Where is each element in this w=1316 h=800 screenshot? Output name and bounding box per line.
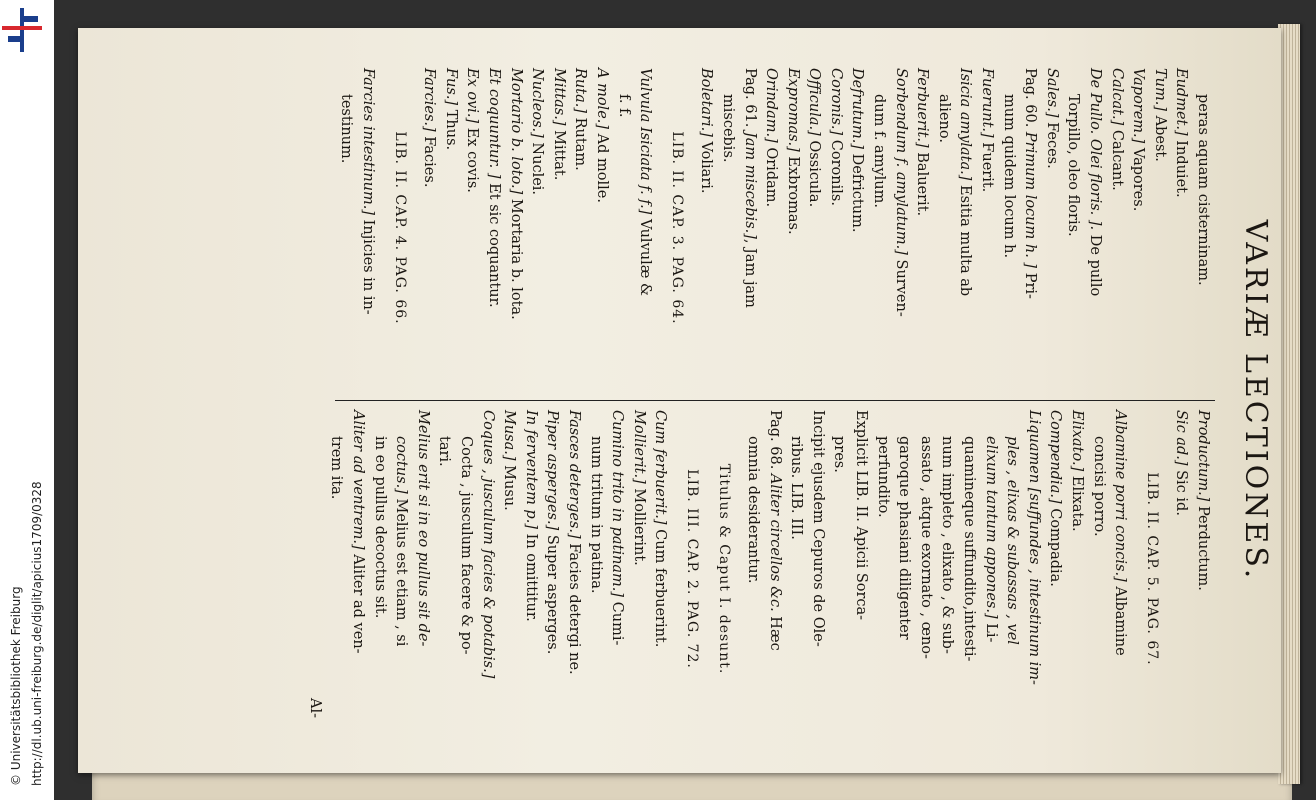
lemma: ples , elixas & subassas , vel: [1004, 436, 1021, 645]
text-line: [606, 410, 628, 728]
lemma: Tum.]: [1151, 68, 1168, 112]
reading: Facies.: [421, 131, 438, 188]
text-line: [1065, 410, 1087, 728]
text-line: [914, 410, 936, 728]
text-line: [957, 410, 979, 728]
lemma: Boletari.]: [698, 68, 715, 137]
reading: Mortaria b. lota.: [507, 194, 524, 320]
text-line: [562, 410, 584, 728]
catchword: Al-: [306, 697, 323, 718]
lemma: Eudmet.]: [1173, 68, 1190, 136]
text-line: [1127, 68, 1149, 388]
reading: Melius est etiam , si: [393, 493, 410, 647]
right-column: [303, 410, 1213, 728]
lemma: Vaporem.]: [1130, 68, 1147, 144]
reading: Cocta , jusculum facere & po-: [458, 436, 474, 655]
text-line: [738, 68, 760, 388]
lemma: Nucleos.]: [529, 68, 546, 138]
reading: Cum ferbuerint.: [652, 524, 669, 648]
lemma: Ferbuerit.]: [914, 68, 931, 148]
text-line: [634, 68, 656, 388]
text-line: [828, 410, 850, 728]
lemma: Sic ad.]: [1173, 410, 1190, 466]
lemma: Coques , jusculum facies & potabis.]: [479, 410, 496, 679]
text-line: [1191, 410, 1213, 728]
text-line: [781, 68, 803, 388]
reading: Albamine: [1112, 581, 1129, 656]
text-line: [979, 410, 1001, 728]
text-line: [1040, 68, 1062, 388]
text-line: [1044, 410, 1066, 728]
page-edges: [1278, 24, 1300, 784]
text-line: [498, 410, 520, 728]
reading: trem ita.: [328, 436, 345, 500]
text-line: [850, 410, 872, 728]
reading: Musu.: [501, 460, 518, 511]
text-line: [936, 410, 958, 728]
text-line: [911, 68, 933, 388]
text-line: [1062, 68, 1084, 388]
reading: Coronils.: [827, 135, 844, 206]
lemma: Aliter ad ventrem.]: [350, 410, 367, 550]
reading: peras aquam cisterninam.: [1195, 94, 1211, 286]
lemma: Melius erit si in eo pullus sit de-: [414, 410, 431, 647]
left-column: [335, 68, 1213, 388]
lemma: Compendia.]: [1047, 410, 1064, 504]
reading: Aliter ad ven-: [350, 549, 367, 654]
reading: Torpillo, oleo floris.: [1065, 94, 1082, 237]
reading: Exbromas.: [784, 151, 801, 235]
section-heading: LIB. III. CAP. 2. PAG. 72.: [683, 469, 700, 669]
text-line: [1170, 68, 1192, 388]
logo-bar: [2, 26, 42, 30]
text-line: [627, 410, 649, 728]
lemma: Isicia amylata.]: [957, 68, 974, 181]
text-line: [742, 410, 764, 728]
reading: Compadia.: [1047, 503, 1064, 587]
lemma: De Pullo. Olei floris. ].: [1087, 68, 1104, 231]
lemma: Liquamen [suffundes , intestinum im-: [1025, 410, 1042, 685]
text-line: [335, 68, 357, 388]
text-line: [785, 410, 807, 728]
lemma: coctus.]: [393, 436, 410, 494]
reading: Sic id.: [1173, 465, 1190, 516]
lemma: Sales.]: [1043, 68, 1060, 118]
reading: Feces.: [1043, 117, 1060, 169]
reading: garoque phasiani diligenter: [896, 436, 913, 640]
text-line: [346, 410, 368, 728]
lemma: Primum locum h. ]: [1022, 131, 1039, 269]
text-line: [454, 410, 476, 728]
reading: Calcant.: [1108, 125, 1125, 191]
lemma: Expromas.]: [784, 68, 801, 152]
reading: , Jam jam: [741, 238, 758, 308]
reading: Ad molle.: [593, 129, 610, 203]
text-line: [1170, 410, 1192, 728]
lemma: Jam miscebis.]: [741, 131, 758, 239]
lemma: Ex ovi.]: [464, 68, 481, 124]
text-line: [1191, 68, 1213, 388]
reading: dum f. amylum.: [871, 94, 888, 208]
text-line: [1083, 68, 1105, 388]
reading: tari.: [436, 436, 453, 467]
reading: Oridam.: [763, 142, 780, 208]
reading: Mittat.: [550, 125, 567, 181]
reading: pres.: [831, 436, 848, 473]
lemma: Mortario b. loto.]: [507, 68, 524, 195]
lemma: Fuerunt.]: [979, 68, 996, 138]
lemma: Piper asperges.]: [544, 410, 561, 531]
reading: Et sic coquantur.: [486, 178, 502, 308]
lemma: Fus.]: [442, 68, 459, 106]
lemma: Ruta.]: [572, 68, 589, 113]
scanned-page: [78, 28, 1281, 773]
text-line: [461, 68, 483, 388]
reading: Explicit LIB. II. Apicii Sorca-: [853, 410, 870, 621]
reading: Hæc: [766, 611, 783, 651]
reading: Incipit ejusdem Cepuros de Ole-: [809, 410, 826, 647]
lemma: Cumino trito in patinam.]: [609, 410, 626, 598]
text-line: [547, 68, 569, 388]
lemma: Fasces deterges.]: [565, 410, 582, 539]
text-line: [975, 68, 997, 388]
lemma: Vulvula Isiciata f. f.]: [637, 68, 654, 215]
text-line: [541, 410, 563, 728]
lemma: Et coquuntur. ]: [486, 68, 502, 179]
lemma: Aliter circellos &c.: [766, 473, 783, 612]
text-line: [504, 68, 526, 388]
reading: perfundito.: [874, 436, 891, 518]
reading: Esitia multa ab: [957, 180, 974, 297]
text-line: [824, 68, 846, 388]
reading: Super asperges.: [544, 530, 561, 655]
reading: testinum.: [338, 94, 355, 164]
page-content: [78, 28, 1281, 773]
reading: alieno.: [935, 94, 952, 143]
reading: concisi porro.: [1090, 436, 1107, 537]
reading: mum quidem locum h.: [1000, 94, 1017, 259]
reading: f. f.: [615, 94, 632, 118]
text-line: [1001, 410, 1023, 728]
lemma: Officula.]: [806, 68, 823, 136]
reading: Injicies in in-: [360, 215, 377, 315]
text-line: [806, 410, 828, 728]
lemma: Albamine porri concis.]: [1112, 410, 1129, 582]
reading: Abest.: [1151, 111, 1168, 162]
reading: ribus. LIB. III.: [788, 436, 805, 540]
text-line: [1148, 68, 1170, 388]
reading: Nuclei.: [529, 137, 546, 196]
reading: Cumi-: [609, 597, 626, 646]
lemma: Orindam.]: [763, 68, 780, 143]
text-line: [368, 410, 390, 728]
text-line: [893, 410, 915, 728]
reading: num tritum in patina.: [587, 436, 604, 594]
library-logo[interactable]: [2, 8, 44, 52]
text-line: [1022, 410, 1044, 728]
text-line: [519, 410, 541, 728]
text-line: [482, 68, 504, 388]
section-heading: LIB. II. CAP. 4. PAG. 66.: [391, 131, 408, 325]
text-line: [932, 68, 954, 388]
section-heading: LIB. II. CAP. 5. PAG. 67.: [1143, 472, 1160, 666]
text-line: [411, 410, 433, 728]
text-line: [846, 68, 868, 388]
reading: Defrictum.: [849, 149, 866, 233]
logo-bar: [20, 8, 24, 52]
reading: In omittitur.: [522, 528, 539, 622]
column-divider: [335, 400, 1215, 401]
reading: Fuerit.: [979, 137, 996, 193]
reading: Vulvulæ &: [637, 214, 654, 296]
viewer-sidebar: [0, 0, 55, 800]
reading: assato , atque exornato , œno-: [917, 436, 934, 659]
reading: Thus.: [442, 105, 459, 151]
text-line: [433, 410, 455, 728]
text-line: [418, 68, 440, 388]
reading: Ex covis.: [464, 123, 481, 193]
text-line: [695, 68, 717, 388]
text-line: [763, 410, 785, 728]
text-line: [356, 68, 378, 388]
lemma: Mittas.]: [550, 68, 567, 126]
reading: De pullo: [1087, 230, 1104, 297]
logo-bar: [8, 36, 22, 42]
lemma: elixum tantum appones.]: [982, 436, 999, 619]
lemma: Farcies.]: [421, 68, 438, 132]
reading: miscebis.: [719, 94, 736, 163]
text-line: [1087, 410, 1109, 728]
section-heading: LIB. II. CAP. 3. PAG. 64.: [668, 131, 685, 325]
text-line: [390, 410, 412, 728]
text-line: [526, 68, 548, 388]
text-line: [997, 68, 1019, 388]
reading: Pri-: [1022, 268, 1039, 299]
text-line: [612, 68, 634, 388]
text-line: [1019, 68, 1041, 388]
section-heading: Titulus & Caput I. desunt.: [715, 463, 732, 675]
reading: Voliari.: [698, 136, 715, 194]
lemma: Musa.]: [501, 410, 518, 461]
reading: Facies detergi ne.: [565, 538, 582, 675]
reading: in eo pullus decoctus sit.: [371, 436, 388, 619]
lemma: Cum ferbuerit.]: [652, 410, 669, 525]
reading: Mollierint.: [630, 483, 647, 566]
reading: Induiet.: [1173, 135, 1190, 198]
text-line: [439, 68, 461, 388]
copyright-notice: © Universitätsbibliothek Freiburg: [9, 586, 23, 786]
text-line: [569, 68, 591, 388]
reading: Li-: [982, 618, 999, 643]
reading: omnia desiderantur.: [745, 436, 762, 584]
text-line: [803, 68, 825, 388]
text-line: [1105, 68, 1127, 388]
text-line: [871, 410, 893, 728]
reading: Pag. 61.: [741, 68, 758, 132]
lemma: Elixato.]: [1069, 410, 1086, 472]
lemma: Mollierit.]: [630, 410, 647, 484]
text-line: [868, 68, 890, 388]
lemma: Productum.]: [1195, 410, 1211, 502]
reading: Ossicula.: [806, 135, 823, 208]
reading: Surven-: [892, 254, 909, 317]
text-line: [649, 410, 671, 728]
text-line: [716, 68, 738, 388]
text-line: [760, 68, 782, 388]
logo-bar: [24, 16, 38, 22]
lemma: Sorbendum f. amylatum.]: [892, 68, 909, 255]
text-line: [590, 68, 612, 388]
lemma: Defrutum.]: [849, 68, 866, 150]
text-line: [476, 410, 498, 728]
lemma: In ferventem p.]: [522, 410, 539, 529]
reading: Pag. 68.: [766, 410, 783, 474]
text-line: [325, 410, 347, 728]
reading: Vapores.: [1130, 143, 1147, 212]
text-line: [1109, 410, 1131, 728]
reading: Perductum.: [1195, 501, 1211, 591]
source-url[interactable]: http://dl.ub.uni-freiburg.de/diglit/apicius1709/0328: [30, 481, 44, 786]
lemma: Calcat.]: [1108, 68, 1125, 126]
text-line: [584, 410, 606, 728]
reading: Pag. 60.: [1022, 68, 1039, 132]
reading: num impleto , elixato , & sub-: [939, 436, 956, 654]
reading: Baluerit.: [914, 147, 931, 217]
reading: quamineque suffundito,intesti-: [961, 436, 978, 662]
lemma: A mole.]: [593, 68, 610, 130]
text-line: [954, 68, 976, 388]
page-title: VARIÆ LECTIONES.: [1238, 219, 1273, 582]
text-line: [889, 68, 911, 388]
lemma: Coronis.]: [827, 68, 844, 136]
reading: Elixata.: [1069, 471, 1086, 532]
reading: Rutam.: [572, 113, 589, 171]
lemma: Farcies intestinum.]: [360, 68, 377, 216]
